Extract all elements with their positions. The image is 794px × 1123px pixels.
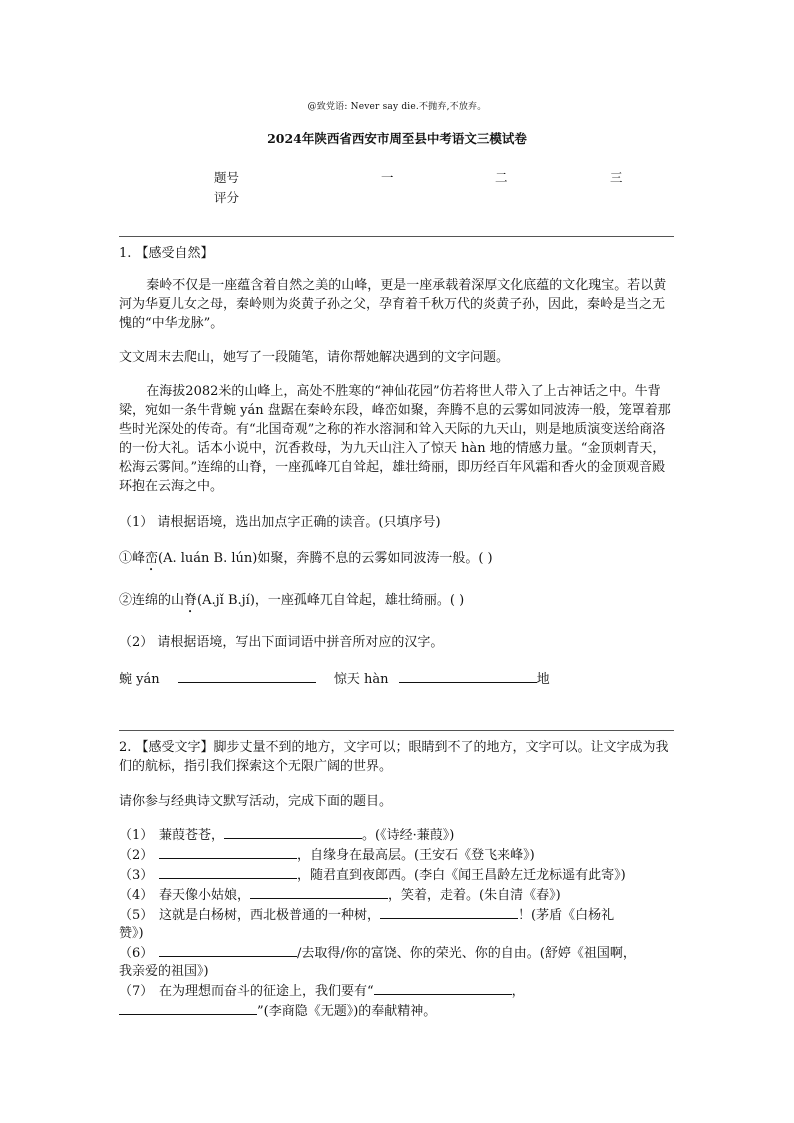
answer-blank[interactable] bbox=[380, 905, 518, 919]
q1-word2: 惊天 hàn bbox=[333, 672, 389, 687]
q1-sub1-item1: ①峰峦(A. luán B. lún)如聚，奔腾不息的云雾如同波涛一般。( ) bbox=[119, 551, 493, 566]
divider bbox=[119, 236, 674, 237]
q1-sub1: （1） 请根据语境，选出加点字正确的读音。(只填序号) bbox=[119, 515, 441, 530]
score-col-1: 一 bbox=[381, 170, 394, 185]
q1-sub2: （2） 请根据语境，写出下面词语中拼音所对应的汉字。 bbox=[119, 635, 444, 650]
q1-task: 文文周末去爬山，她写了一段随笔，请你帮她解决遇到的文字问题。 bbox=[119, 350, 510, 365]
score-row-grades bbox=[214, 188, 684, 208]
answer-blank[interactable] bbox=[159, 845, 297, 859]
answer-blank[interactable] bbox=[178, 669, 316, 683]
score-row-numbers bbox=[214, 168, 684, 188]
q2-task: 请你参与经典诗文默写活动，完成下面的题目。 bbox=[119, 794, 393, 809]
q2-line-6: （6） /去取得/你的富饶、你的荣光、你的自由。(舒婷《祖国啊， 我亲爱的祖国》) bbox=[119, 943, 675, 981]
score-col-2: 二 bbox=[495, 170, 508, 185]
divider bbox=[119, 730, 674, 731]
answer-blank[interactable] bbox=[224, 825, 362, 839]
answer-blank[interactable] bbox=[159, 865, 297, 879]
q2-line-2: （2） ，自缘身在最高层。(王安石《登飞来峰》) bbox=[119, 845, 675, 865]
score-col-3: 三 bbox=[610, 170, 623, 185]
answer-blank[interactable] bbox=[374, 981, 512, 995]
q2-line-1: （1） 蒹葭苍苍， 。(《诗经·蒹葭》) bbox=[119, 825, 675, 845]
q1-heading: 1. 【感受自然】 bbox=[119, 246, 214, 261]
question-1 bbox=[119, 244, 675, 689]
question-2 bbox=[119, 738, 675, 1021]
score-table bbox=[214, 168, 684, 208]
answer-blank[interactable] bbox=[159, 943, 297, 957]
q1-sub2-blanks bbox=[119, 669, 675, 689]
q2-line-3: （3） ，随君直到夜郎西。(李白《闻王昌龄左迁龙标遥有此寄》) bbox=[119, 865, 675, 885]
score-row-label: 评分 bbox=[214, 190, 240, 205]
q1-passage: 在海拔2082米的山峰上，高处不胜寒的“神仙花园”仿若将世人带入了上古神话之中。牛背梁，宛如一条牛背蜿 yán 盘踞在秦岭东段，峰峦如聚，奔腾不息的云雾如同波涛一般，笼罩着那些时光深处的传奇。有“北国奇观”之称的祚水溶洞和耸入天际的九天山，则是地质演变送给商洛的一份大礼。话本小说中，沉香救母，为九天山注入了惊天 hàn 地的情感力量。“金顶刺青天，松海云雾间。”连绵的山脊，一座孤峰兀自耸起，雄壮绮丽，即历经百年风霜和香火的金顶观音殿环抱在云海之中。 bbox=[119, 384, 671, 494]
answer-blank[interactable] bbox=[250, 885, 388, 899]
header-motto: @致党语: Never say die.不抛弃,不放弃。 bbox=[307, 102, 487, 112]
q2-list bbox=[119, 825, 675, 1021]
score-header-label: 题号 bbox=[214, 170, 240, 185]
exam-title: 2024年陕西省西安市周至县中考语文三模试卷 bbox=[267, 131, 527, 146]
answer-blank[interactable] bbox=[119, 1001, 257, 1015]
answer-blank[interactable] bbox=[399, 669, 537, 683]
q1-word1: 蜿 yán bbox=[119, 672, 160, 687]
q1-word2-end: 地 bbox=[536, 672, 550, 687]
q1-sub1-item2: ②连绵的山脊(A.jǐ B.jí)，一座孤峰兀自耸起，雄壮绮丽。( ) bbox=[119, 593, 465, 608]
q1-intro: 秦岭不仅是一座蕴含着自然之美的山峰，更是一座承载着深厚文化底蕴的文化瑰宝。若以黄河为华夏儿女之母，秦岭则为炎黄子孙之父，孕育着千秋万代的炎黄子孙，因此，秦岭是当之无愧的“中华龙脉”。 bbox=[119, 278, 667, 331]
q2-line-4: （4） 春天像小姑娘， ，笑着，走着。(朱自清《春》) bbox=[119, 885, 675, 905]
q2-line-7: （7） 在为理想而奋斗的征途上，我们要有“ ， ”(李商隐《无题》)的奉献精神。 bbox=[119, 981, 675, 1021]
q2-line-5: （5） 这就是白杨树，西北极普通的一种树， ！(茅盾《白杨礼 赞》) bbox=[119, 905, 675, 943]
q2-heading: 2. 【感受文字】脚步丈量不到的地方，文字可以；眼睛到不了的地方，文字可以。让文字成为我们的航标，指引我们探索这个无限广阔的世界。 bbox=[119, 740, 669, 774]
